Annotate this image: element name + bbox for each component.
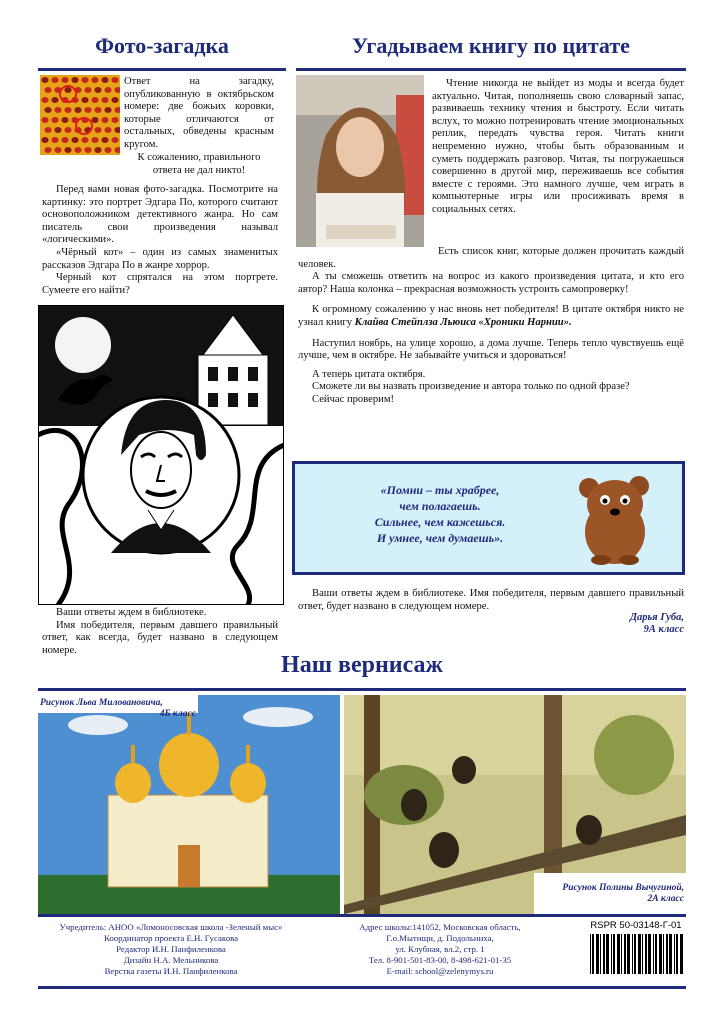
- barcode: [588, 920, 684, 984]
- barcode-bar: [596, 934, 599, 974]
- ladybug-mark: [64, 147, 71, 153]
- left-paragraph: «Чёрный кот» – один из самых знаменитых рассказов Эдгара По в жанре хоррор.: [42, 246, 278, 271]
- barcode-bar: [663, 934, 664, 974]
- ladybug-mark: [104, 107, 111, 113]
- barcode-bar: [659, 934, 662, 974]
- gallery-heading-rule: [38, 688, 686, 691]
- barcode-bar: [674, 934, 675, 974]
- barcode-bar: [627, 934, 630, 974]
- ladybug-mark: [44, 127, 51, 133]
- ladybug-mark: [41, 117, 48, 123]
- ladybug-mark: [94, 87, 101, 93]
- barcode-bar: [603, 934, 605, 974]
- ladybug-mark: [91, 137, 98, 143]
- student-photo: [296, 75, 424, 247]
- ladybug-mark: [71, 137, 78, 143]
- ladybug-mark: [101, 117, 108, 123]
- ladybug-mark: [104, 87, 111, 93]
- ladybug-mark: [64, 127, 71, 133]
- ladybug-mark: [101, 77, 108, 83]
- barcode-bar: [655, 934, 657, 974]
- ladybug-mark: [111, 77, 118, 83]
- footer-line: Верстка газеты И.Н. Панфиленкова: [104, 966, 238, 976]
- barcode-bar: [676, 934, 678, 974]
- footer-line: Дизайн Н.А. Мельникова: [123, 955, 219, 965]
- footer-line: E-mail: school@zelenymys.ru: [386, 966, 494, 976]
- bear-cartoon-image: [575, 474, 655, 566]
- painting1-author: Рисунок Льва Миловановича,: [40, 698, 163, 708]
- quote-line: чем полагаешь.: [399, 499, 481, 513]
- book-title: Клайва Стейплза Льюиса «Хроники Нарнии».: [354, 316, 572, 328]
- right-paragraph: Есть список книг, которые должен прочитать каждый человек.: [298, 246, 684, 270]
- right-body: [298, 246, 684, 407]
- quote-line: Сильнее, чем кажешься.: [374, 515, 506, 529]
- footer-bottom-rule: [38, 986, 686, 989]
- barcode-bar: [606, 934, 609, 974]
- gallery-heading: Наш вернисаж: [281, 652, 443, 678]
- barcode-bar: [611, 934, 612, 974]
- ladybug-mark: [91, 77, 98, 83]
- ladybug-mark: [94, 107, 101, 113]
- barcode-bar: [613, 934, 615, 974]
- right-text: К огромному сожалению у нас вновь нет победителя! В цитате октября никто не узнал книгу: [298, 304, 684, 328]
- ladybug-mark: [94, 127, 101, 133]
- ladybug-mark: [74, 147, 81, 153]
- footer-line: Учредитель: АНОО «Ломоносовская школа -Зеленый мыс»: [59, 922, 283, 932]
- right-intro: [432, 78, 684, 217]
- barcode-bar: [680, 934, 683, 974]
- footer-line: Редактор И.Н. Панфиленкова: [116, 944, 226, 954]
- footer-top-rule: [38, 914, 686, 917]
- quote-text: [315, 482, 565, 546]
- barcode-bar: [669, 934, 672, 974]
- barcode-bar: [600, 934, 601, 974]
- barcode-bar: [642, 934, 643, 974]
- ladybug-mark: [41, 137, 48, 143]
- footer-address: [320, 922, 560, 977]
- right-paragraph: Сейчас проверим!: [312, 393, 395, 405]
- left-heading-rule: [38, 68, 286, 71]
- ladybug-mark: [61, 137, 68, 143]
- ladybug-mark: [51, 77, 58, 83]
- right-paragraph: А ты сможешь ответить на вопрос из какого произведения цитата, и кто его автор? Наша колонка – прекрасная возможность устроить самопроверку!: [298, 271, 684, 295]
- barcode-code: RSPR 50-03148-Г-01: [590, 920, 682, 931]
- painting1-class: 4Б класс: [159, 709, 196, 719]
- left-no-answer: К сожалению, правильного ответа не дал никто!: [137, 152, 261, 176]
- footer-line: Тел. 8-901-501-83-00, 8-498-621-01-35: [368, 955, 512, 965]
- ladybug-mark: [94, 147, 101, 153]
- barcode-bar: [632, 934, 633, 974]
- barcode-bar: [634, 934, 636, 974]
- ladybug-mark: [91, 97, 98, 103]
- ladybug-mark: [64, 87, 71, 93]
- author-class: 9А класс: [643, 624, 684, 635]
- ladybug-mark: [74, 107, 81, 113]
- left-intro: Ответ на загадку, опубликованную в октябрьском номере: две божьих коровки, которые отличаются от остальных, обведены красным кругом.: [124, 76, 274, 150]
- ladybug-mark: [81, 137, 88, 143]
- right-heading-rule: [296, 68, 686, 71]
- barcode-bar: [617, 934, 620, 974]
- barcode-bar: [592, 934, 594, 974]
- footer-line: Адрес школы:141052, Московская область,: [359, 922, 521, 932]
- ladybug-mark: [54, 147, 61, 153]
- ladybug-mark: [101, 97, 108, 103]
- ladybug-mark: [91, 117, 98, 123]
- right-paragraph: Сможете ли вы назвать произведение и автора только по одной фразе?: [312, 381, 630, 393]
- barcode-bar: [624, 934, 626, 974]
- ladybug-mark: [71, 77, 78, 83]
- footer-staff: [40, 922, 302, 977]
- footer-line: Г.о.Мытищи, д. Подольниха,: [386, 933, 494, 943]
- barcode-bar: [638, 934, 641, 974]
- bears-painting-image: [344, 695, 686, 914]
- ladybug-mark: [84, 107, 91, 113]
- barcode-bar: [653, 934, 654, 974]
- right-heading: Угадываем книгу по цитате: [352, 33, 630, 58]
- left-answer-line: Ваши ответы ждем в библиотеке.: [56, 607, 207, 618]
- author-name: Дарья Губа,: [629, 612, 684, 623]
- ladybug-mark: [51, 117, 58, 123]
- ladybug-mark: [54, 127, 61, 133]
- ladybug-mark: [111, 137, 118, 143]
- painting1-caption: [40, 698, 196, 720]
- barcode-bar: [645, 934, 647, 974]
- ladybug-mark: [44, 147, 51, 153]
- left-paragraph: Перед вами новая фото-загадка. Посмотрите на картинку: это портрет Эдгара По, которого считают основоположником детективного жанра. Но сам писатель свои произведения называл «логическими».: [42, 184, 278, 246]
- barcode-bar: [621, 934, 622, 974]
- edgar-poe-portrait-image: [38, 305, 284, 605]
- right-paragraph: А теперь цитата октября.: [312, 368, 426, 380]
- author-signature: [498, 612, 684, 636]
- ladybug-mark: [84, 147, 91, 153]
- left-answers: [42, 607, 278, 657]
- left-heading: Фото-загадка: [95, 33, 229, 58]
- quote-box: [292, 461, 685, 575]
- ladybug-mark: [111, 117, 118, 123]
- painting2-author: Рисунок Полины Вычугиной,: [562, 883, 684, 893]
- church-painting-image: [38, 695, 340, 914]
- ladybug-mark: [64, 107, 71, 113]
- ladybug-mark: [104, 147, 111, 153]
- ladybug-mark: [101, 137, 108, 143]
- right-paragraph: Наступил ноябрь, на улице хорошо, а дома лучше. Теперь тепло чувствуешь ещё лучше, чем в октябре. Не забывайте учиться и здороваться!: [298, 337, 684, 362]
- ladybug-mark: [61, 77, 68, 83]
- ladybug-mark: [44, 107, 51, 113]
- barcode-bars-image: [588, 934, 684, 982]
- ladybug-mark: [81, 97, 88, 103]
- footer-line: Координатор проекта Е.Н. Гусакова: [103, 933, 239, 943]
- barcode-bar: [648, 934, 651, 974]
- ladybug-mark: [54, 107, 61, 113]
- barcode-bar: [666, 934, 668, 974]
- right-answers: Ваши ответы ждем в библиотеке. Имя победителя, первым давшего правильный ответ, будет названо в следующем номере.: [298, 588, 684, 612]
- ladybug-mark: [41, 77, 48, 83]
- left-paragraph: Черный кот спрятался на этом портрете. Сумеете его найти?: [42, 272, 278, 296]
- ladybug-puzzle-image: [40, 75, 120, 155]
- ladybug-mark: [44, 87, 51, 93]
- left-body: [42, 184, 278, 297]
- ladybug-mark: [104, 127, 111, 133]
- ladybug-mark: [81, 77, 88, 83]
- ladybug-mark: [61, 117, 68, 123]
- quote-line: И умнее, чем думаешь».: [376, 531, 504, 545]
- right-paragraph: [298, 304, 684, 329]
- right-paragraph: Чтение никогда не выйдет из моды и всегда будет актуально. Читая, пополняешь свою словарный запас, развиваешь технику чтения и быстроту. Если читать вслух, то можно потренировать чтение эмоциональных реплик, передать чувства героя. Читать книги непременно нужно, чтобы быть образованным и суметь поддержать разговор. Читая, ты погружаешься совершенно в другой мир, переживаешь все события вместе с героями. Это намного лучше, чем играть в компьютерные игры или просиживать время в социальных сетях.: [432, 78, 684, 215]
- ladybug-mark: [41, 97, 48, 103]
- ladybug-mark: [111, 97, 118, 103]
- quote-line: «Помни – ты храбрее,: [380, 483, 500, 497]
- painting2-caption: [536, 883, 684, 905]
- ladybug-mark: [51, 97, 58, 103]
- footer-line: ул. Клубная, вл.2, стр. 1: [395, 944, 485, 954]
- painting2-class: 2А класс: [647, 894, 684, 904]
- ladybug-mark: [51, 137, 58, 143]
- left-answer-line: Имя победителя, первым давшего правильный ответ, как всегда, будет названо в следующем номере.: [42, 619, 278, 656]
- ladybug-mark: [84, 87, 91, 93]
- barcode-bar: [590, 934, 591, 974]
